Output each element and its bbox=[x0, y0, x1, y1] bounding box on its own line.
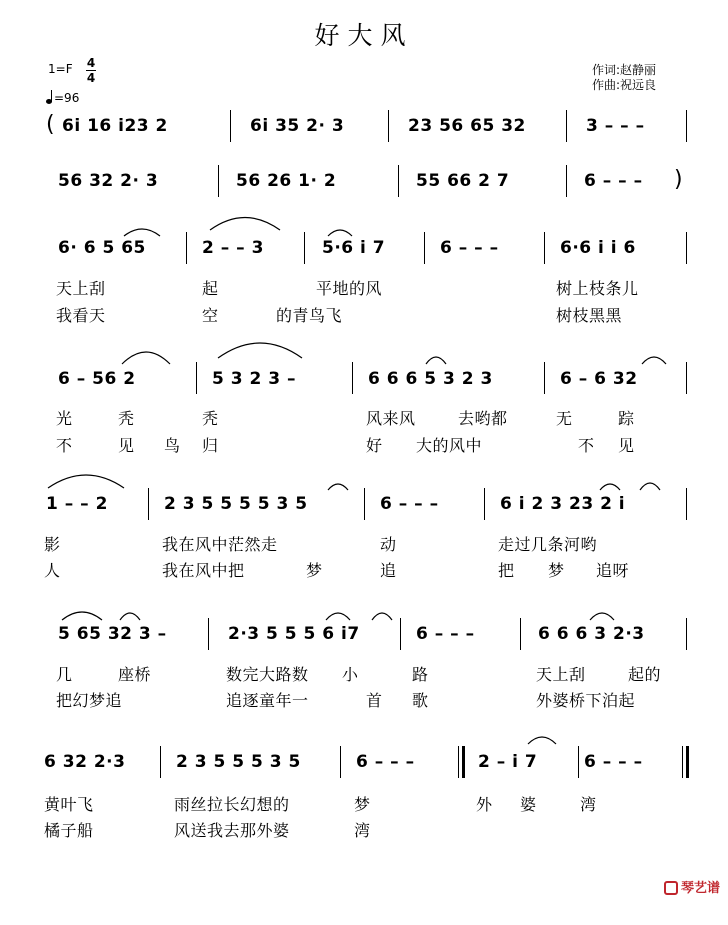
measure: 6 6 6 5 3 2 3 bbox=[368, 369, 493, 389]
lyric: 湾 bbox=[354, 821, 371, 840]
lyric: 天上刮 bbox=[56, 279, 106, 298]
slur bbox=[62, 612, 102, 620]
slur bbox=[426, 357, 446, 364]
lyric: 追 bbox=[380, 561, 397, 580]
measure: 6 – – – bbox=[440, 238, 499, 258]
lyric: 婆 bbox=[520, 795, 537, 814]
lyric: 起 bbox=[202, 279, 219, 298]
measure: 6 – – – bbox=[356, 752, 415, 772]
slur bbox=[48, 475, 124, 488]
measure: 6i 16 i23 2 bbox=[62, 116, 168, 136]
measure: 5 65 32 3 – bbox=[58, 624, 167, 644]
measure: 6 6 6 3 2·3 bbox=[538, 624, 645, 644]
lyric: 好 bbox=[366, 436, 383, 455]
measure: 2·3 5 5 5 6 i7 bbox=[228, 624, 360, 644]
slur bbox=[600, 484, 620, 490]
lyric: 我在风中茫然走 bbox=[162, 535, 278, 554]
slur bbox=[372, 613, 392, 620]
lyric: 路 bbox=[412, 665, 429, 684]
lyric: 歌 bbox=[412, 691, 429, 710]
measure: 56 32 2· 3 bbox=[58, 171, 159, 191]
measure: 6 – 6 32 bbox=[560, 369, 638, 389]
lyric: 座桥 bbox=[118, 665, 152, 684]
lyric: 去哟都 bbox=[458, 409, 508, 428]
lyric: 把幻梦追 bbox=[56, 691, 123, 710]
lyric: 大的风中 bbox=[416, 436, 483, 455]
measure: 56 26 1· 2 bbox=[236, 171, 337, 191]
slur bbox=[640, 483, 660, 490]
time-sig-top: 4 bbox=[86, 56, 96, 70]
measure: 6 – – – bbox=[584, 171, 643, 191]
measure: 6 i 2 3 23 2 i bbox=[500, 494, 626, 514]
lyric: 树上枝条儿 bbox=[556, 279, 639, 298]
lyric: 见 bbox=[118, 436, 135, 455]
lyric: 不 bbox=[578, 436, 595, 455]
lyric: 我在风中把 bbox=[162, 561, 245, 580]
key-signature: 1=F bbox=[48, 62, 73, 76]
lyric: 踪 bbox=[618, 409, 635, 428]
lyric: 动 bbox=[380, 535, 397, 554]
lyric: 追逐童年一 bbox=[226, 691, 309, 710]
lyric: 不 bbox=[56, 436, 73, 455]
slur bbox=[120, 613, 140, 620]
lyric: 秃 bbox=[118, 409, 135, 428]
slur bbox=[210, 218, 280, 231]
composer: 作曲:祝远良 bbox=[592, 78, 657, 92]
lyric: 追呀 bbox=[596, 561, 630, 580]
slur bbox=[218, 343, 302, 358]
lyric: 无 bbox=[556, 409, 573, 428]
lyric: 走过几条河哟 bbox=[498, 535, 598, 554]
measure: 3 – – – bbox=[586, 116, 645, 136]
lyric: 天上刮 bbox=[536, 665, 586, 684]
measure: 23 56 65 32 bbox=[408, 116, 526, 136]
slur bbox=[326, 613, 350, 620]
measure: 5·6 i 7 bbox=[322, 238, 386, 258]
measure: 2 3 5 5 5 3 5 bbox=[176, 752, 301, 772]
lyricist: 作词:赵静丽 bbox=[592, 63, 657, 77]
lyric: 黄叶飞 bbox=[44, 795, 94, 814]
lyric: 首 bbox=[366, 691, 383, 710]
lyric: 外婆桥下泊起 bbox=[536, 691, 636, 710]
lyric: 外 bbox=[476, 795, 493, 814]
song-title: 好大风 bbox=[314, 21, 414, 50]
lyric: 树枝黑黑 bbox=[556, 306, 623, 325]
measure: 6 – – – bbox=[380, 494, 439, 514]
repeat-close-paren: ) bbox=[674, 167, 684, 192]
slur bbox=[122, 352, 170, 364]
lyric: 橘子船 bbox=[44, 821, 94, 840]
repeat-open-paren: ( bbox=[46, 112, 56, 137]
lyric: 平地的风 bbox=[316, 279, 383, 298]
measure: 2 – – 3 bbox=[202, 238, 264, 258]
slur bbox=[124, 229, 160, 236]
lyric: 见 bbox=[618, 436, 635, 455]
lyric: 人 bbox=[44, 561, 61, 580]
lyric: 的青鸟飞 bbox=[276, 306, 343, 325]
lyric: 梦 bbox=[306, 561, 323, 580]
watermark-logo-icon bbox=[664, 881, 678, 895]
lyric: 归 bbox=[202, 436, 219, 455]
slur bbox=[642, 357, 666, 364]
measure: 6 – – – bbox=[584, 752, 643, 772]
measure: 6·6 i i 6 bbox=[560, 238, 636, 258]
lyric: 几 bbox=[56, 665, 73, 684]
lyric: 空 bbox=[202, 306, 219, 325]
slur bbox=[590, 613, 614, 620]
measure: 55 66 2 7 bbox=[416, 171, 510, 191]
lyric: 影 bbox=[44, 535, 61, 554]
lyric: 风来风 bbox=[366, 409, 416, 428]
lyric: 梦 bbox=[354, 795, 371, 814]
watermark-text: 琴艺谱 bbox=[680, 881, 720, 896]
lyric: 湾 bbox=[580, 795, 597, 814]
measure: 1 – – 2 bbox=[46, 494, 108, 514]
tempo-value: =96 bbox=[54, 91, 80, 105]
slur bbox=[328, 484, 348, 490]
slur bbox=[528, 737, 556, 744]
measure: 6 – – – bbox=[416, 624, 475, 644]
lyric: 风送我去那外婆 bbox=[174, 821, 290, 840]
measure: 2 – i 7 bbox=[478, 752, 538, 772]
measure: 2 3 5 5 5 5 3 5 bbox=[164, 494, 308, 514]
time-sig-bottom: 4 bbox=[86, 71, 96, 85]
measure: 6 32 2·3 bbox=[44, 752, 126, 772]
lyric: 雨丝拉长幻想的 bbox=[174, 795, 290, 814]
lyric: 秃 bbox=[202, 409, 219, 428]
lyric: 把 bbox=[498, 561, 515, 580]
lyric: 梦 bbox=[548, 561, 565, 580]
lyric: 小 bbox=[342, 665, 359, 684]
watermark bbox=[664, 877, 720, 896]
measure: 6i 35 2· 3 bbox=[250, 116, 345, 136]
lyric: 光 bbox=[56, 409, 73, 428]
measure: 6· 6 5 65 bbox=[58, 238, 146, 258]
lyric: 我看天 bbox=[56, 306, 106, 325]
lyric: 数完大路数 bbox=[226, 665, 309, 684]
lyric: 起的 bbox=[628, 665, 662, 684]
lyric: 鸟 bbox=[164, 436, 181, 455]
measure: 6 – 56 2 bbox=[58, 369, 136, 389]
slur bbox=[328, 230, 352, 236]
measure: 5 3 2 3 – bbox=[212, 369, 296, 389]
